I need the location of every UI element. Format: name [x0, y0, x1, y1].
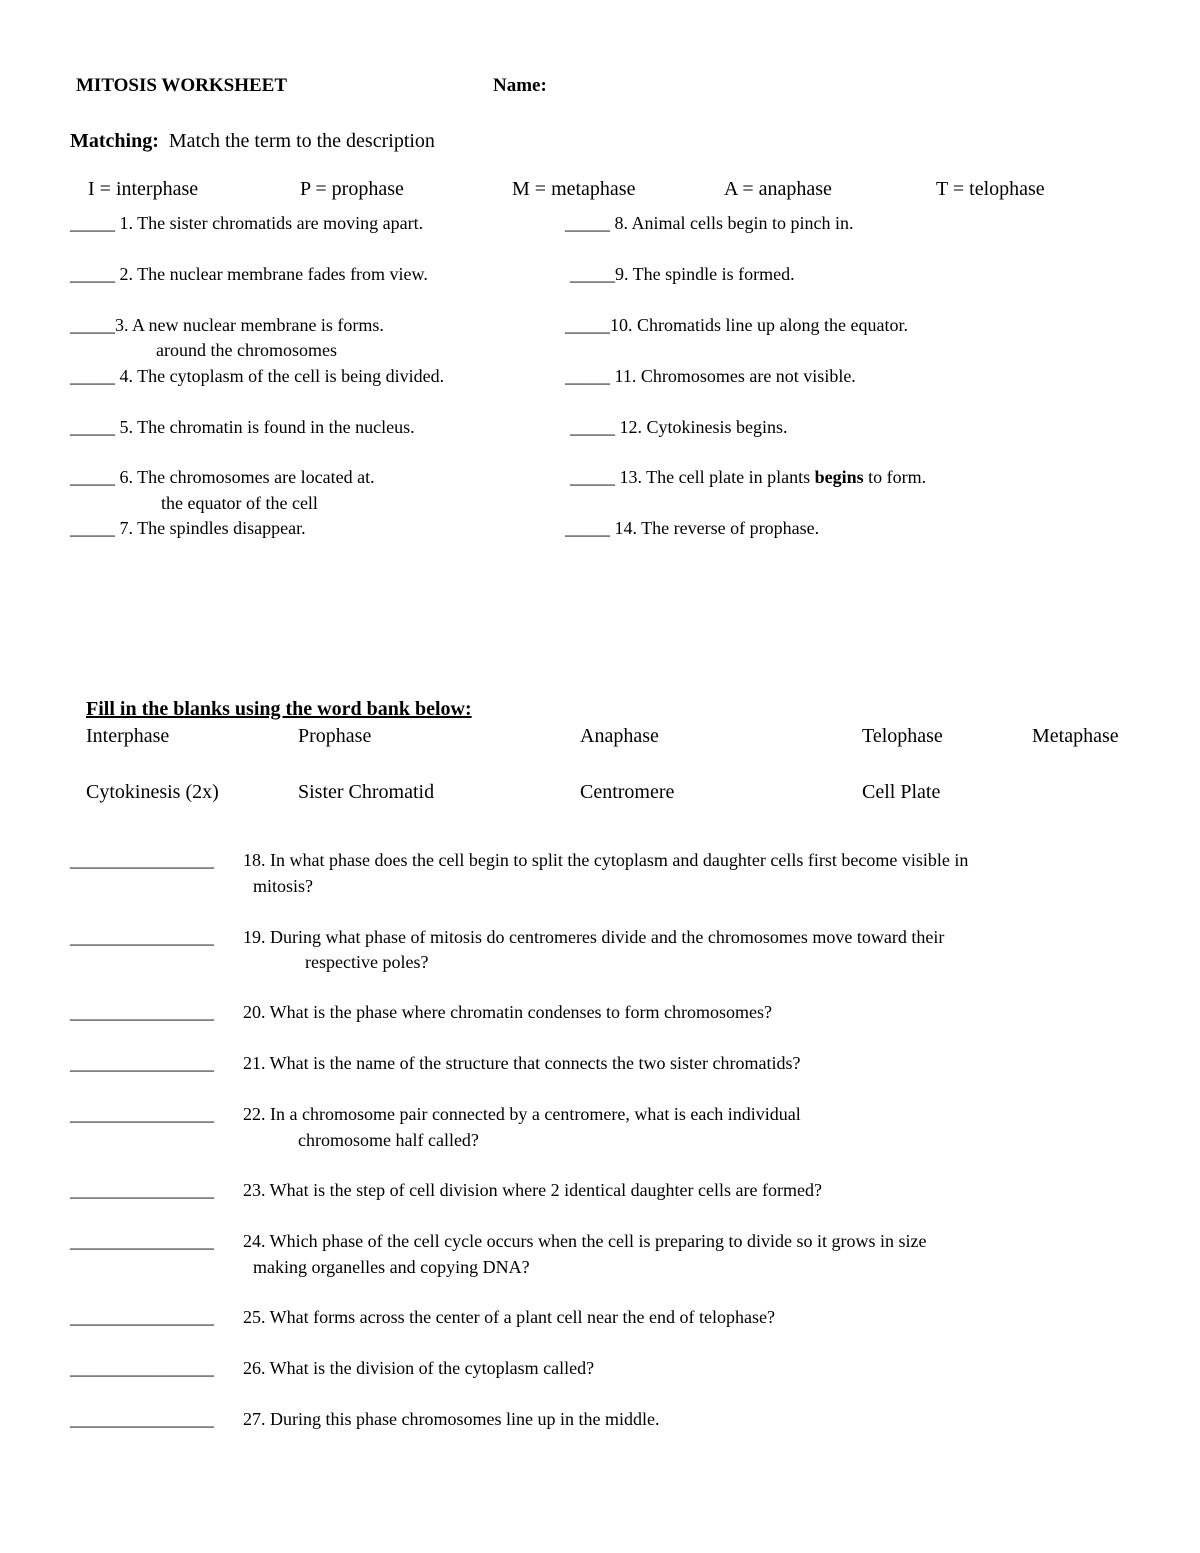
matching-instruction-text: Match the term to the description [168, 130, 435, 152]
bank-cytokinesis: Cytokinesis (2x) [86, 781, 219, 803]
key-anaphase: A = anaphase [724, 178, 832, 200]
matching-item-2: _____ 2. The nuclear membrane fades from view. [70, 264, 428, 284]
fill-heading: Fill in the blanks using the word bank below: [86, 698, 472, 720]
name-label: Name: [493, 75, 547, 96]
key-prophase: P = prophase [300, 178, 404, 200]
question-22-continued: chromosome half called? [298, 1130, 479, 1150]
item-13-bold: begins [814, 467, 864, 487]
matching-item-13 [570, 467, 926, 488]
worksheet-title: MITOSIS WORKSHEET [76, 75, 288, 96]
matching-item-11: _____ 11. Chromosomes are not visible. [565, 366, 856, 386]
question-18: 18. In what phase does the cell begin to split the cytoplasm and daughter cells first become visible in [243, 850, 969, 870]
matching-item-6-continued: the equator of the cell [161, 493, 318, 513]
matching-item-1: _____ 1. The sister chromatids are moving apart. [70, 213, 424, 233]
key-interphase: I = interphase [88, 178, 199, 200]
bank-anaphase: Anaphase [580, 725, 659, 747]
blank-26: ________________ [70, 1358, 214, 1378]
blank-22: ________________ [70, 1104, 214, 1124]
item-13-post: to form. [863, 467, 927, 487]
question-22: 22. In a chromosome pair connected by a centromere, what is each individual [243, 1104, 801, 1124]
blank-18: ________________ [70, 850, 214, 870]
question-19-continued: respective poles? [305, 952, 429, 972]
bank-cell-plate: Cell Plate [862, 781, 941, 803]
matching-item-3: _____3. A new nuclear membrane is forms. [70, 315, 384, 335]
question-23: 23. What is the step of cell division where 2 identical daughter cells are formed? [243, 1180, 822, 1200]
blank-21: ________________ [70, 1053, 214, 1073]
question-21: 21. What is the name of the structure that connects the two sister chromatids? [243, 1053, 801, 1073]
matching-item-6: _____ 6. The chromosomes are located at. [70, 467, 375, 487]
question-18-continued: mitosis? [253, 876, 314, 896]
key-telophase: T = telophase [936, 178, 1045, 200]
blank-23: ________________ [70, 1180, 214, 1200]
question-20: 20. What is the phase where chromatin condenses to form chromosomes? [243, 1002, 773, 1022]
blank-25: ________________ [70, 1307, 214, 1327]
bank-metaphase: Metaphase [1032, 725, 1119, 747]
bank-interphase: Interphase [86, 725, 170, 747]
question-19: 19. During what phase of mitosis do centromeres divide and the chromosomes move toward their [243, 927, 945, 947]
matching-instruction [70, 130, 435, 153]
blank-24: ________________ [70, 1231, 214, 1251]
matching-item-14: _____ 14. The reverse of prophase. [565, 518, 820, 538]
matching-item-10: _____10. Chromatids line up along the equator. [565, 315, 908, 335]
bank-centromere: Centromere [580, 781, 675, 803]
matching-item-9: _____9. The spindle is formed. [570, 264, 795, 284]
matching-item-8: _____ 8. Animal cells begin to pinch in. [565, 213, 854, 233]
matching-item-7: _____ 7. The spindles disappear. [70, 518, 306, 538]
blank-20: ________________ [70, 1002, 214, 1022]
blank-19: ________________ [70, 927, 214, 947]
bank-telophase: Telophase [862, 725, 943, 747]
matching-item-5: _____ 5. The chromatin is found in the nucleus. [70, 417, 415, 437]
bank-prophase: Prophase [298, 725, 372, 747]
blank-27: ________________ [70, 1409, 214, 1429]
question-24: 24. Which phase of the cell cycle occurs when the cell is preparing to divide so it grows in size [243, 1231, 927, 1251]
bank-sister-chromatid: Sister Chromatid [298, 781, 435, 803]
item-13-pre: _____ 13. The cell plate in plants [570, 467, 815, 487]
matching-item-4: _____ 4. The cytoplasm of the cell is being divided. [70, 366, 445, 386]
matching-label: Matching: [70, 130, 159, 152]
question-26: 26. What is the division of the cytoplasm called? [243, 1358, 595, 1378]
matching-item-12: _____ 12. Cytokinesis begins. [570, 417, 788, 437]
matching-item-3-continued: around the chromosomes [156, 340, 337, 360]
question-24-continued: making organelles and copying DNA? [253, 1257, 530, 1277]
question-25: 25. What forms across the center of a plant cell near the end of telophase? [243, 1307, 775, 1327]
key-metaphase: M = metaphase [512, 178, 636, 200]
question-27: 27. During this phase chromosomes line up in the middle. [243, 1409, 660, 1429]
